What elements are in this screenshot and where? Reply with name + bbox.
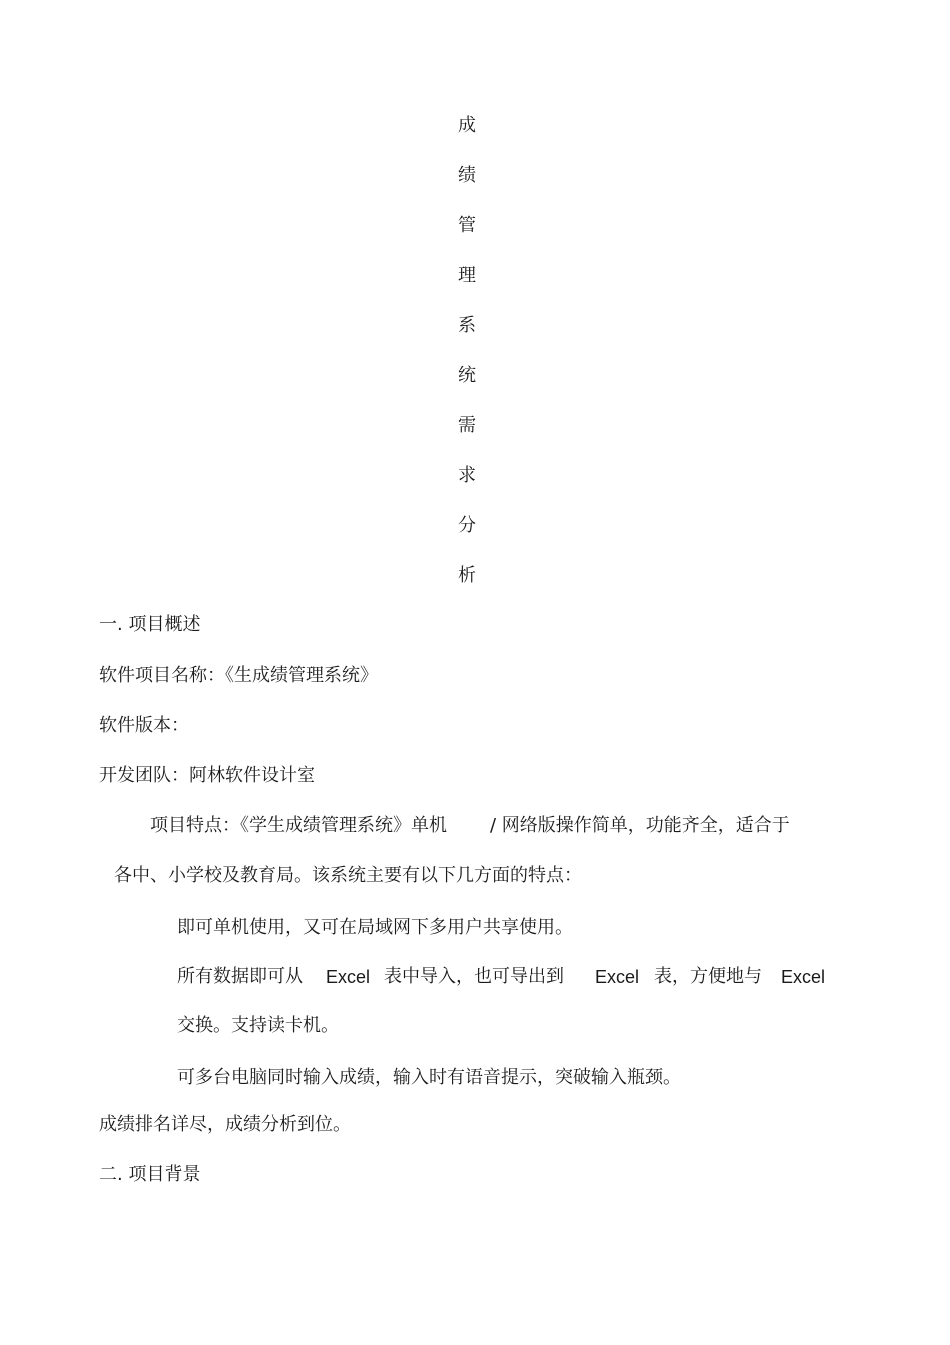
feature-item-2-part: Excel — [326, 967, 371, 987]
feature-item-2-continued: 交换。支持读卡机。 — [177, 1015, 339, 1036]
feature-item-1: 即可单机使用，又可在局域网下多用户共享使用。 — [177, 917, 573, 938]
section-heading-overview: 一. 项目概述 — [99, 614, 201, 635]
title-char: 统 — [458, 365, 476, 386]
feature-item-2-part: Excel — [781, 967, 826, 987]
title-char: 成 — [458, 115, 476, 136]
feature-item-2-part: 表，方便地与 — [654, 966, 762, 987]
features-intro-continued: 各中、小学校及教育局。该系统主要有以下几方面的特点： — [114, 865, 582, 886]
software-version: 软件版本： — [99, 715, 189, 736]
section-heading-background: 二. 项目背景 — [99, 1164, 201, 1185]
title-char: 绩 — [458, 165, 476, 186]
title-char: 理 — [458, 265, 476, 286]
title-char: 分 — [458, 515, 476, 536]
title-char: 需 — [458, 415, 476, 436]
feature-item-2-part: Excel — [595, 967, 640, 987]
feature-item-2-part: 表中导入，也可导出到 — [384, 966, 564, 987]
title-char: 求 — [458, 465, 476, 486]
title-char: 析 — [458, 565, 476, 586]
feature-item-2-part: 所有数据即可从 — [177, 966, 303, 987]
features-intro-b: / 网络版操作简单，功能齐全，适合于 — [490, 815, 790, 836]
feature-item-3: 可多台电脑同时输入成绩，输入时有语音提示，突破输入瓶颈。 — [177, 1067, 681, 1088]
title-char: 系 — [458, 315, 476, 336]
title-char: 管 — [458, 215, 476, 236]
dev-team: 开发团队：阿林软件设计室 — [99, 765, 315, 786]
features-intro-a: 项目特点：《学生成绩管理系统》单机 — [150, 815, 447, 836]
feature-item-4: 成绩排名详尽，成绩分析到位。 — [99, 1114, 351, 1135]
software-name: 软件项目名称：《生成绩管理系统》 — [99, 665, 378, 686]
